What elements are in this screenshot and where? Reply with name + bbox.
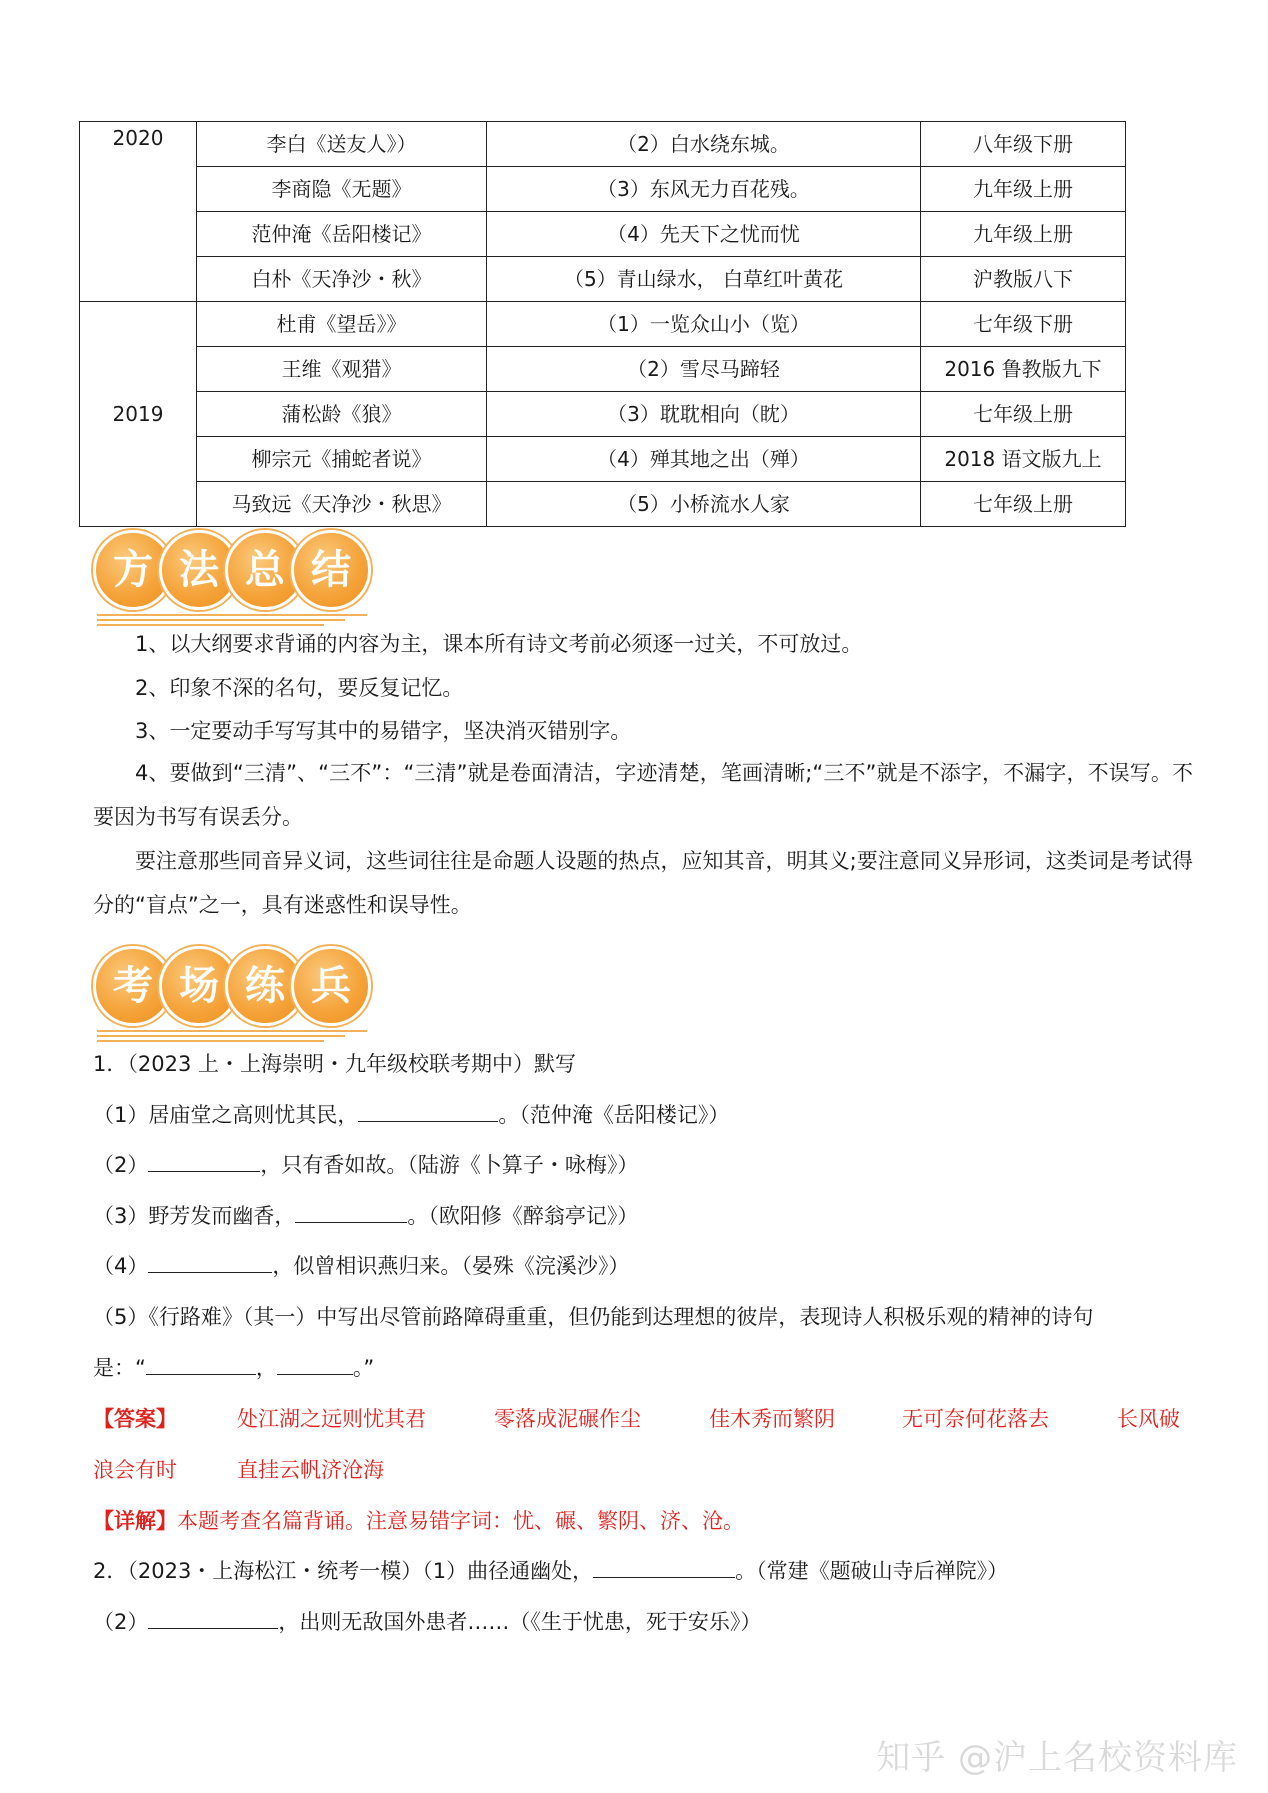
poem-line-cell: （2）雪尽马蹄轻 [487, 347, 921, 392]
source-cell: 2016 鲁教版九下 [921, 347, 1126, 392]
poem-line-cell: （5）青山绿水， 白草红叶黄花 [487, 257, 921, 302]
answer-blank[interactable] [148, 1149, 260, 1172]
source-cell: 九年级上册 [921, 167, 1126, 212]
table-row [80, 302, 1126, 347]
poem-table [79, 121, 1126, 527]
source-cell: 九年级上册 [921, 212, 1126, 257]
question-part [93, 1093, 729, 1137]
table-row [80, 257, 1126, 302]
question-part [93, 1346, 374, 1390]
question-title [93, 1549, 1008, 1593]
question-part [93, 1194, 638, 1238]
question-part [93, 1244, 629, 1288]
method-item: 2、印象不深的名句，要反复记忆。 [135, 676, 464, 700]
answer-blank[interactable] [148, 1606, 278, 1629]
poem-line-cell: （5）小桥流水人家 [487, 482, 921, 527]
poem-line-cell: （2）白水绕东城。 [487, 122, 921, 167]
banner-char: 场 [159, 946, 239, 1026]
part-text: （3）野芳发而幽香， [93, 1204, 296, 1228]
practice-banner [93, 946, 383, 1046]
poem-line-cell: （1）一览众山小（览） [487, 302, 921, 347]
answer-text: 处江湖之远则忧其君 [237, 1407, 426, 1431]
method-item: 4、要做到“三清”、“三不”：“三清”就是卷面清洁，字迹清楚，笔画清晰;“三不”就是不添字，不漏字，不误写。不要因为书写有误丢分。 [93, 761, 1193, 829]
source-cell: 沪教版八下 [921, 257, 1126, 302]
author-work-cell: 马致远《天净沙・秋思》 [197, 482, 487, 527]
answer-blank[interactable] [277, 1352, 353, 1375]
poem-line-cell: （3）耽耽相向（眈） [487, 392, 921, 437]
banner-char: 结 [291, 530, 371, 610]
method-note: 要注意那些同音异义词，这些词往往是命题人设题的热点，应知其音，明其义;要注意同义异形词，这类词是考试得分的“盲点”之一，具有迷惑性和误导性。 [93, 849, 1193, 917]
detail-text: 本题考查名篇背诵。注意易错字词：忧、碾、繁阴、济、沧。 [177, 1509, 744, 1533]
answer-label: 【答案】 [93, 1407, 177, 1431]
part-text: 是：“ [93, 1356, 146, 1380]
answer-blank[interactable] [295, 1200, 407, 1223]
table-row [80, 482, 1126, 527]
table-row [80, 437, 1126, 482]
source-cell: 七年级上册 [921, 392, 1126, 437]
author-work-cell: 李商隐《无题》 [197, 167, 487, 212]
author-work-cell: 王维《观猎》 [197, 347, 487, 392]
question-part [93, 1600, 761, 1644]
year-cell: 2020 [80, 122, 197, 302]
author-work-cell: 柳宗元《捕蛇者说》 [197, 437, 487, 482]
detail-label: 【详解】 [93, 1509, 177, 1533]
poem-line-cell: （3）东风无力百花残。 [487, 167, 921, 212]
part-text: 。” [352, 1356, 375, 1380]
part-text: （4） [93, 1254, 149, 1278]
author-work-cell: 李白《送友人》） [197, 122, 487, 167]
question-title: 1．（2023 上・上海崇明・九年级校联考期中）默写 [93, 1052, 576, 1076]
answer-blank[interactable] [146, 1352, 256, 1375]
source-cell: 七年级下册 [921, 302, 1126, 347]
question-part: （5）《行路难》（其一）中写出尽管前路障碍重重，但仍能到达理想的彼岸，表现诗人积极乐观的精神的诗句 [93, 1305, 1094, 1329]
part-text: ，出则无敌国外患者……（《生于忧患，死于安乐》） [278, 1610, 762, 1634]
poem-line-cell: （4）先天下之忧而忧 [487, 212, 921, 257]
table-row [80, 122, 1126, 167]
watermark: 知乎 @沪上名校资料库 [876, 1738, 1238, 1778]
part-text: （2） [93, 1153, 149, 1177]
answer-text: 零落成泥碾作尘 [494, 1407, 641, 1431]
part-text: ，只有香如故。（陆游《卜算子・咏梅》） [260, 1153, 639, 1177]
poem-line-cell: （4）殚其地之出（殚） [487, 437, 921, 482]
year-cell: 2019 [80, 302, 197, 527]
part-text: ， [255, 1356, 277, 1380]
source-cell: 八年级下册 [921, 122, 1126, 167]
answer-text: 无可奈何花落去 [902, 1407, 1049, 1431]
author-work-cell: 白朴《天净沙・秋》 [197, 257, 487, 302]
author-work-cell: 杜甫《望岳》》 [197, 302, 487, 347]
source-cell: 七年级上册 [921, 482, 1126, 527]
answer-text: 长风破 [1117, 1407, 1180, 1431]
banner-char: 练 [225, 946, 305, 1026]
answer-blank[interactable] [593, 1555, 735, 1578]
table-row [80, 347, 1126, 392]
banner-char: 法 [159, 530, 239, 610]
table-row [80, 167, 1126, 212]
part-text: 。（范仲淹《岳阳楼记》） [498, 1103, 730, 1127]
table-row [80, 212, 1126, 257]
banner-char: 兵 [291, 946, 371, 1026]
source-cell: 2018 语文版九上 [921, 437, 1126, 482]
author-work-cell: 蒲松龄《狼》 [197, 392, 487, 437]
question-part [93, 1143, 638, 1187]
part-text: 。（欧阳修《醉翁亭记》） [407, 1204, 639, 1228]
answer-blank[interactable] [148, 1250, 272, 1273]
banner-char: 方 [93, 530, 173, 610]
answer-text: 浪会有时 [93, 1458, 177, 1482]
method-summary-banner [93, 530, 383, 630]
author-work-cell: 范仲淹《岳阳楼记》 [197, 212, 487, 257]
banner-char: 总 [225, 530, 305, 610]
method-item: 3、一定要动手写写其中的易错字，坚决消灭错别字。 [135, 719, 632, 743]
method-item: 1、以大纲要求背诵的内容为主，课本所有诗文考前必须逐一过关，不可放过。 [135, 632, 863, 656]
table-row [80, 392, 1126, 437]
answer-text: 佳木秀而繁阴 [709, 1407, 835, 1431]
part-text: 2．（2023・上海松江・统考一模）（1）曲径通幽处， [93, 1559, 594, 1583]
detail-line [93, 1499, 744, 1543]
answer-blank[interactable] [358, 1099, 498, 1122]
banner-char: 考 [93, 946, 173, 1026]
part-text: 。（常建《题破山寺后禅院》） [735, 1559, 1009, 1583]
answer-text: 直挂云帆济沧海 [237, 1458, 384, 1482]
part-text: ，似曾相识燕归来。（晏殊《浣溪沙》） [272, 1254, 630, 1278]
part-text: （2） [93, 1610, 149, 1634]
part-text: （1）居庙堂之高则忧其民， [93, 1103, 359, 1127]
